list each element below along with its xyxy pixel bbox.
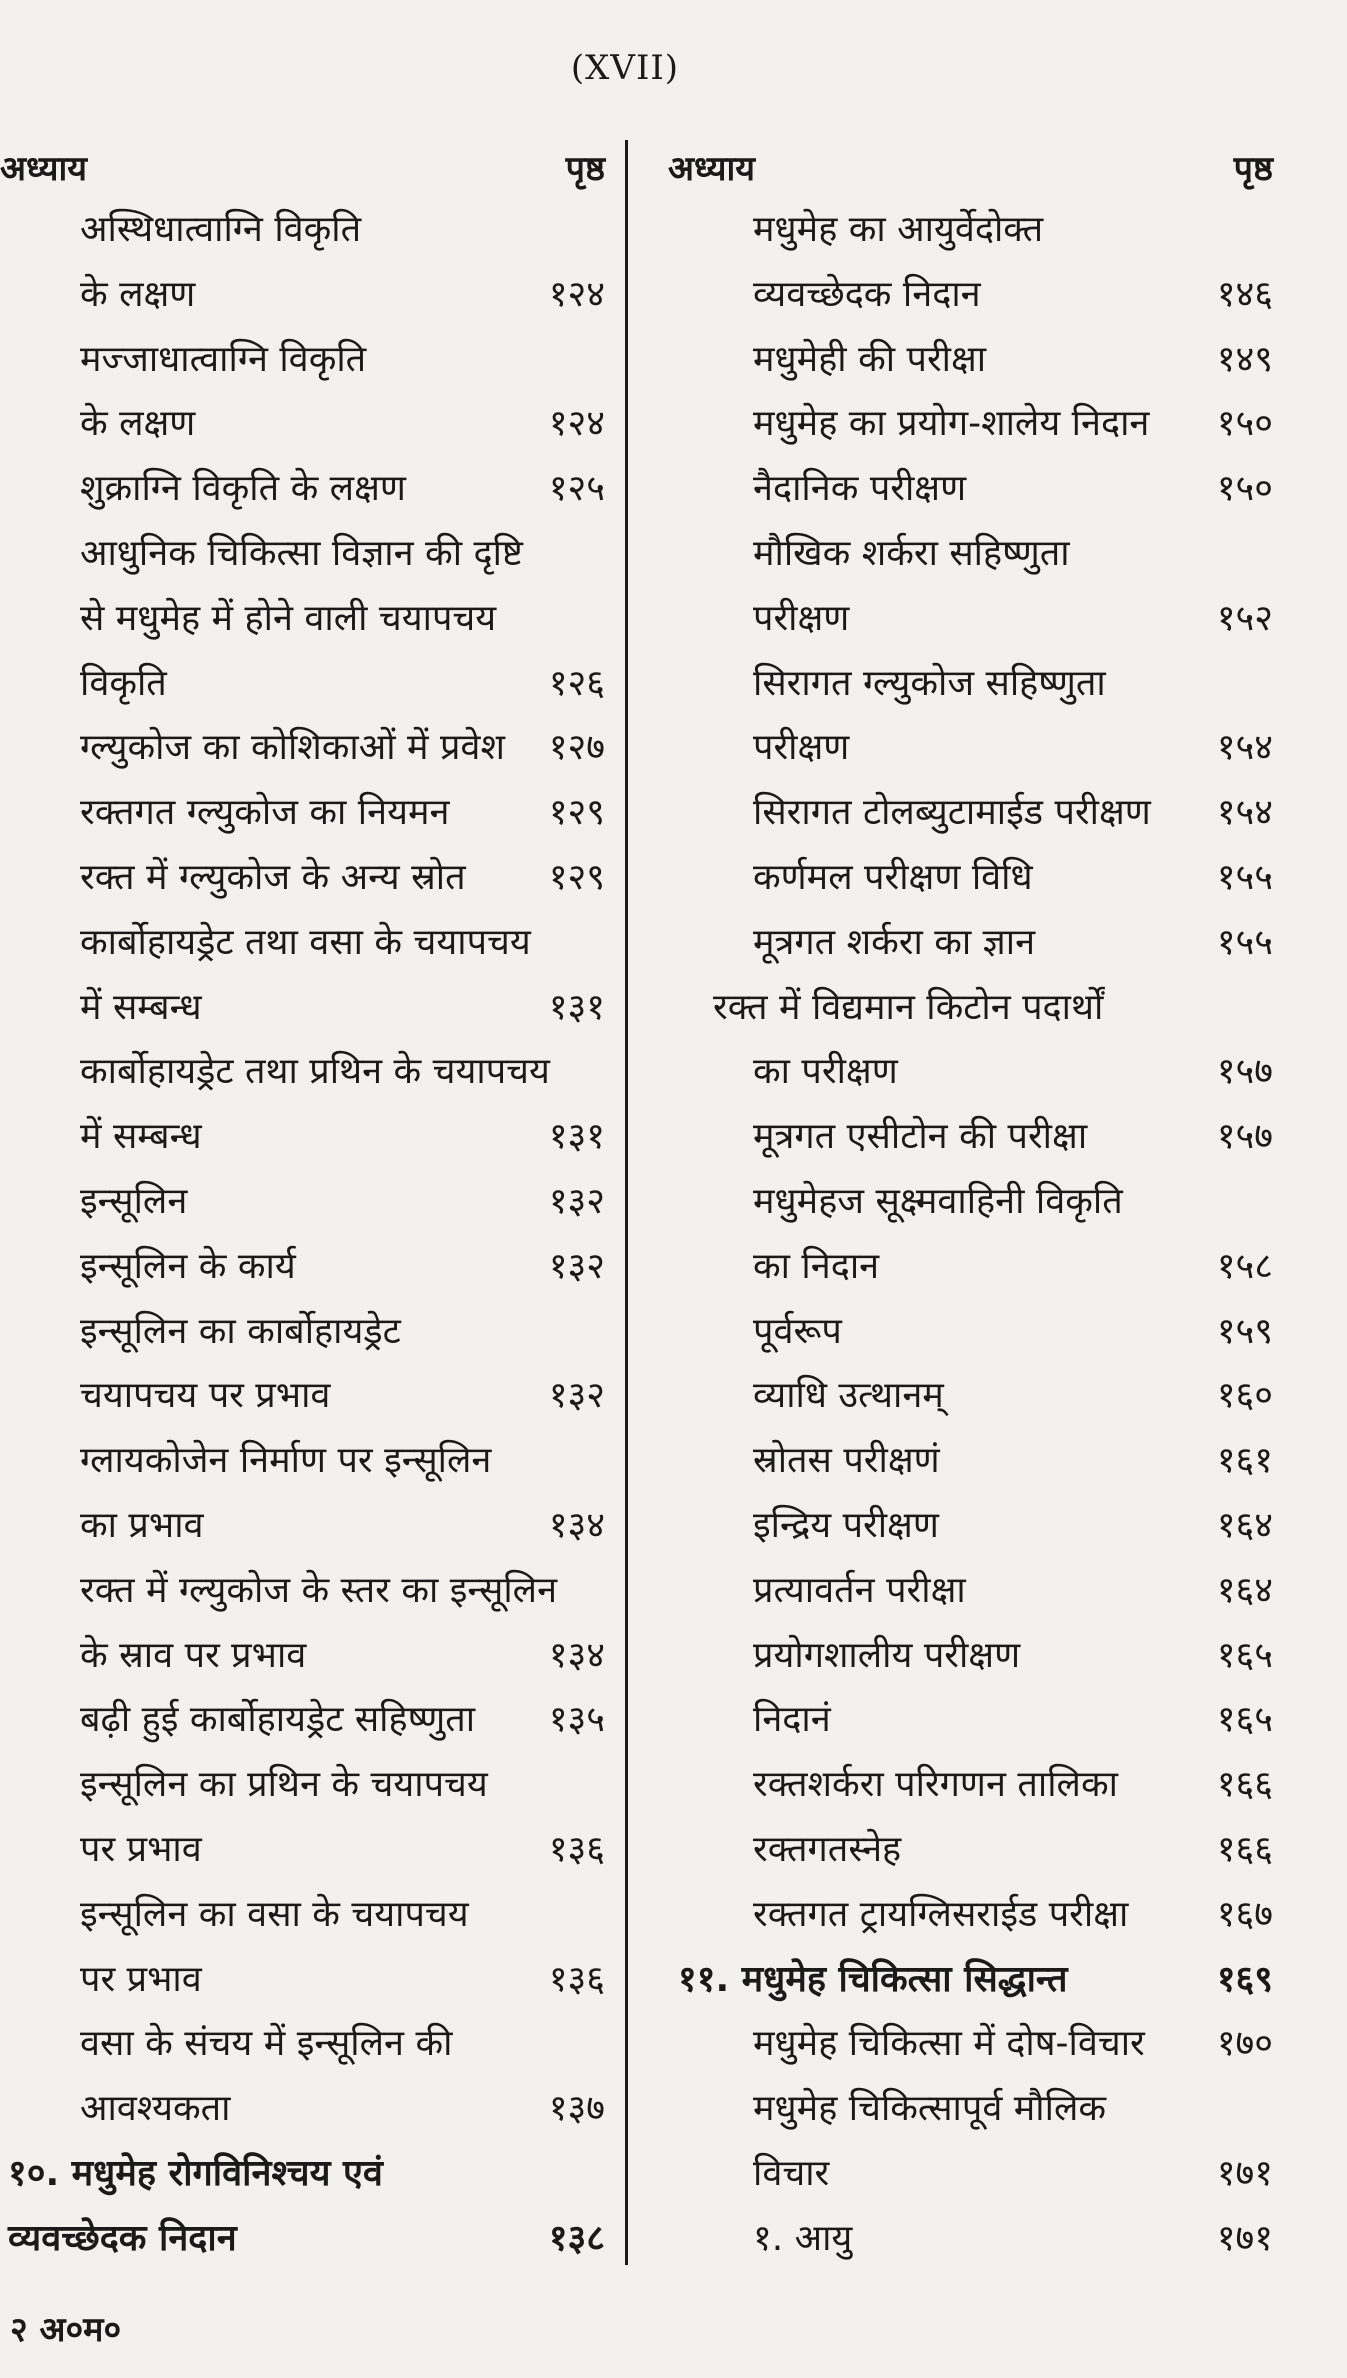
- toc-entry: [668, 1364, 1273, 1429]
- entry-page-number: १५०: [1216, 468, 1273, 510]
- entry-page-number: १३६: [548, 1828, 605, 1870]
- entry-title: परीक्षण: [753, 597, 850, 639]
- entry-title: में सम्बन्ध: [80, 1116, 202, 1158]
- toc-entry: [668, 392, 1273, 457]
- entry-title: ग्ल्युकोज का कोशिकाओं में प्रवेश: [80, 727, 505, 769]
- toc-entry: [668, 198, 1273, 263]
- entry-page-number: १४९: [1216, 338, 1273, 380]
- toc-entry: [668, 781, 1273, 846]
- toc-entry: [668, 1040, 1273, 1105]
- entry-title: आवश्यकता: [80, 2088, 231, 2130]
- chapter-heading: अध्याय: [0, 149, 88, 189]
- toc-entry: [0, 587, 605, 652]
- entry-title: रक्त में ग्ल्युकोज के अन्य स्रोत: [80, 856, 466, 898]
- toc-entry: [0, 781, 605, 846]
- entry-title: बढ़ी हुई कार्बोहायड्रेट सहिष्णुता: [80, 1699, 476, 1741]
- entry-page-number: १५२: [1216, 597, 1273, 639]
- entry-title: मूत्रगत एसीटोन की परीक्षा: [753, 1116, 1088, 1158]
- toc-entry: [668, 652, 1273, 717]
- entry-page-number: १२९: [548, 792, 605, 834]
- page-heading: पृष्ठ: [1233, 149, 1273, 189]
- entry-title: अस्थिधात्वाग्नि विकृति: [80, 209, 362, 250]
- entry-page-number: १३१: [548, 1116, 605, 1158]
- entry-title: के लक्षण: [80, 273, 196, 315]
- toc-entry: [0, 2207, 605, 2272]
- entry-page-number: १३५: [548, 1699, 605, 1741]
- toc-entry: [0, 1883, 605, 1948]
- entry-title: मधुमेहज सूक्ष्मवाहिनी विकृति: [753, 1180, 1123, 1222]
- toc-column-right: [668, 138, 1273, 2272]
- entry-page-number: १२७: [548, 727, 605, 769]
- entry-title: मधुमेही की परीक्षा: [753, 338, 987, 380]
- entry-title: इन्सूलिन का प्रथिन के चयापचय: [80, 1764, 488, 1806]
- entry-page-number: १५५: [1216, 921, 1273, 963]
- entry-title: इन्द्रिय परीक्षण: [753, 1504, 939, 1546]
- entry-title: कार्बोहायड्रेट तथा वसा के चयापचय: [80, 921, 531, 963]
- entry-page-number: १३७: [548, 2088, 605, 2130]
- toc-entry: [0, 392, 605, 457]
- toc-entry: [668, 1818, 1273, 1883]
- entry-title: रक्त में विद्यमान किटोन पदार्थों: [713, 986, 1104, 1028]
- toc-entry: [668, 1235, 1273, 1300]
- toc-entry: [0, 1753, 605, 1818]
- entry-title: व्यवच्छेदक निदान: [753, 273, 981, 315]
- entry-title: वसा के संचय में इन्सूलिन की: [80, 2023, 453, 2065]
- entry-page-number: १५७: [1216, 1051, 1273, 1093]
- entry-title: रक्तगत ग्ल्युकोज का नियमन: [80, 792, 450, 834]
- toc-entry: [0, 1364, 605, 1429]
- entry-page-number: १६४: [1216, 1504, 1273, 1546]
- entry-title: इन्सूलिन: [80, 1180, 188, 1222]
- toc-entry: [0, 1300, 605, 1365]
- entry-page-number: १४६: [1216, 273, 1273, 315]
- toc-entry: [0, 1948, 605, 2013]
- toc-entry: [668, 716, 1273, 781]
- toc-list-left: [0, 198, 605, 2272]
- entry-title: कार्बोहायड्रेट तथा प्रथिन के चयापचय: [80, 1051, 550, 1093]
- toc-entry: [668, 1688, 1273, 1753]
- entry-title: के स्राव पर प्रभाव: [80, 1634, 307, 1676]
- toc-entry: [0, 328, 605, 393]
- toc-entry: [668, 1105, 1273, 1170]
- toc-entry: [0, 2012, 605, 2077]
- entry-page-number: १५४: [1216, 792, 1273, 834]
- toc-entry: [668, 1753, 1273, 1818]
- toc-entry: [0, 1559, 605, 1624]
- toc-entry: [668, 2207, 1273, 2272]
- entry-title: रक्त में ग्ल्युकोज के स्तर का इन्सूलिन: [80, 1569, 558, 1611]
- toc-entry: [0, 1105, 605, 1170]
- entry-title: चयापचय पर प्रभाव: [80, 1375, 331, 1417]
- entry-title: कर्णमल परीक्षण विधि: [753, 856, 1033, 898]
- toc-entry: [668, 2142, 1273, 2207]
- toc-entry: [668, 263, 1273, 328]
- entry-page-number: १७१: [1216, 2217, 1273, 2259]
- toc-entry: [0, 911, 605, 976]
- toc-entry: [0, 1688, 605, 1753]
- page-heading: पृष्ठ: [565, 149, 605, 189]
- entry-title: मधुमेह का आयुर्वेदोक्त: [753, 209, 1044, 250]
- entry-page-number: १५९: [1216, 1310, 1273, 1352]
- toc-entry: [0, 1494, 605, 1559]
- entry-page-number: १३८: [548, 2217, 605, 2259]
- chapter-heading: अध्याय: [668, 149, 756, 189]
- entry-page-number: १६४: [1216, 1569, 1273, 1611]
- entry-title: ११. मधुमेह चिकित्सा सिद्धान्त: [678, 1958, 1068, 2000]
- entry-title: इन्सूलिन का कार्बोहायड्रेट: [80, 1310, 401, 1352]
- toc-entry: [668, 1948, 1273, 2013]
- entry-title: ग्लायकोजेन निर्माण पर इन्सूलिन: [80, 1440, 492, 1482]
- toc-entry: [668, 587, 1273, 652]
- toc-entry: [668, 1559, 1273, 1624]
- entry-page-number: १५७: [1216, 1116, 1273, 1158]
- toc-entry: [0, 198, 605, 263]
- entry-title: मधुमेह चिकित्सापूर्व मौलिक: [753, 2088, 1107, 2130]
- entry-title: मधुमेह चिकित्सा में दोष-विचार: [753, 2023, 1145, 2065]
- entry-title: व्याधि उत्थानम्: [753, 1375, 944, 1417]
- toc-entry: [668, 911, 1273, 976]
- toc-entry: [668, 1429, 1273, 1494]
- entry-page-number: १६६: [1216, 1764, 1273, 1806]
- entry-title: का निदान: [753, 1245, 880, 1287]
- entry-title: पूर्वरूप: [753, 1310, 842, 1352]
- entry-title: में सम्बन्ध: [80, 986, 202, 1028]
- toc-entry: [0, 1624, 605, 1689]
- toc-entry: [0, 716, 605, 781]
- entry-title: प्रत्यावर्तन परीक्षा: [753, 1569, 966, 1611]
- page-header: (XVII): [570, 48, 680, 88]
- toc-entry: [668, 457, 1273, 522]
- toc-entry: [668, 976, 1273, 1041]
- entry-page-number: १५८: [1216, 1245, 1273, 1287]
- toc-list-right: [668, 198, 1273, 2272]
- toc-entry: [0, 1429, 605, 1494]
- entry-title: १०. मधुमेह रोगविनिश्चय एवं: [8, 2152, 383, 2194]
- entry-page-number: १३६: [548, 1958, 605, 2000]
- entry-title: मधुमेह का प्रयोग-शालेय निदान: [753, 403, 1150, 445]
- toc-entry: [0, 976, 605, 1041]
- entry-page-number: १६१: [1216, 1440, 1273, 1482]
- entry-page-number: १७१: [1216, 2152, 1273, 2194]
- toc-entry: [668, 328, 1273, 393]
- entry-page-number: १६६: [1216, 1828, 1273, 1870]
- entry-page-number: १३२: [548, 1375, 605, 1417]
- entry-title: स्रोतस परीक्षणं: [753, 1440, 940, 1482]
- entry-title: रक्तगतस्नेह: [753, 1828, 902, 1870]
- entry-page-number: १२४: [548, 403, 605, 445]
- entry-title: मूत्रगत शर्करा का ज्ञान: [753, 921, 1036, 963]
- entry-page-number: १३२: [548, 1180, 605, 1222]
- page-footer: २ अ०म०: [10, 2310, 122, 2350]
- entry-page-number: १३२: [548, 1245, 605, 1287]
- entry-title: प्रयोगशालीय परीक्षण: [753, 1634, 1021, 1676]
- entry-title: रक्तशर्करा परिगणन तालिका: [753, 1764, 1118, 1806]
- entry-page-number: १७०: [1216, 2023, 1273, 2065]
- column-header-right: [668, 138, 1273, 198]
- toc-entry: [668, 1883, 1273, 1948]
- toc-column-left: [0, 138, 605, 2272]
- entry-title: के लक्षण: [80, 403, 196, 445]
- toc-entry: [0, 1818, 605, 1883]
- entry-page-number: १२६: [548, 662, 605, 704]
- toc-entry: [0, 1170, 605, 1235]
- toc-entry: [0, 652, 605, 717]
- toc-entry: [0, 2142, 605, 2207]
- entry-title: आधुनिक चिकित्सा विज्ञान की दृष्टि: [80, 532, 523, 574]
- entry-page-number: १६७: [1216, 1893, 1273, 1935]
- toc-entry: [0, 2077, 605, 2142]
- toc-entry: [0, 846, 605, 911]
- entry-page-number: १६५: [1216, 1699, 1273, 1741]
- toc-entry: [668, 846, 1273, 911]
- entry-title: पर प्रभाव: [80, 1828, 202, 1870]
- entry-title: सिरागत टोलब्युटामाईड परीक्षण: [753, 792, 1151, 834]
- entry-title: शुक्राग्नि विकृति के लक्षण: [80, 468, 406, 510]
- entry-page-number: १५४: [1216, 727, 1273, 769]
- toc-entry: [0, 1040, 605, 1105]
- toc-entry: [668, 2012, 1273, 2077]
- entry-title: १. आयु: [753, 2217, 853, 2259]
- column-header-left: [0, 138, 605, 198]
- toc-entry: [668, 522, 1273, 587]
- entry-title: सिरागत ग्ल्युकोज सहिष्णुता: [753, 662, 1106, 704]
- entry-title: व्यवच्छेदक निदान: [8, 2217, 237, 2259]
- entry-page-number: १३४: [548, 1504, 605, 1546]
- column-divider: [625, 140, 628, 2265]
- entry-page-number: १२९: [548, 856, 605, 898]
- entry-page-number: १२४: [548, 273, 605, 315]
- entry-title: का परीक्षण: [753, 1051, 898, 1093]
- toc-entry: [668, 2077, 1273, 2142]
- toc-entry: [0, 1235, 605, 1300]
- toc-entry: [0, 263, 605, 328]
- entry-page-number: १५०: [1216, 403, 1273, 445]
- entry-title: मौखिक शर्करा सहिष्णुता: [753, 532, 1070, 574]
- toc-entry: [668, 1494, 1273, 1559]
- entry-title: विकृति: [80, 662, 167, 704]
- entry-title: निदानं: [753, 1699, 831, 1741]
- entry-title: मज्जाधात्वाग्नि विकृति: [80, 338, 367, 380]
- entry-title: परीक्षण: [753, 727, 850, 769]
- entry-title: विचार: [753, 2152, 830, 2194]
- toc-entry: [668, 1624, 1273, 1689]
- entry-title: इन्सूलिन के कार्य: [80, 1245, 296, 1287]
- entry-title: नैदानिक परीक्षण: [753, 468, 967, 510]
- entry-title: का प्रभाव: [80, 1504, 204, 1546]
- entry-page-number: १३१: [548, 986, 605, 1028]
- entry-page-number: १६५: [1216, 1634, 1273, 1676]
- entry-title: से मधुमेह में होने वाली चयापचय: [80, 597, 497, 639]
- entry-page-number: १५५: [1216, 856, 1273, 898]
- entry-page-number: १६०: [1216, 1375, 1273, 1417]
- toc-entry: [0, 522, 605, 587]
- toc-entry: [668, 1170, 1273, 1235]
- entry-page-number: १६९: [1216, 1958, 1273, 2000]
- entry-page-number: १३४: [548, 1634, 605, 1676]
- entry-title: रक्तगत ट्रायग्लिसराईड परीक्षा: [753, 1893, 1129, 1935]
- entry-title: इन्सूलिन का वसा के चयापचय: [80, 1893, 469, 1935]
- toc-entry: [0, 457, 605, 522]
- toc-entry: [668, 1300, 1273, 1365]
- entry-title: पर प्रभाव: [80, 1958, 202, 2000]
- entry-page-number: १२५: [548, 468, 605, 510]
